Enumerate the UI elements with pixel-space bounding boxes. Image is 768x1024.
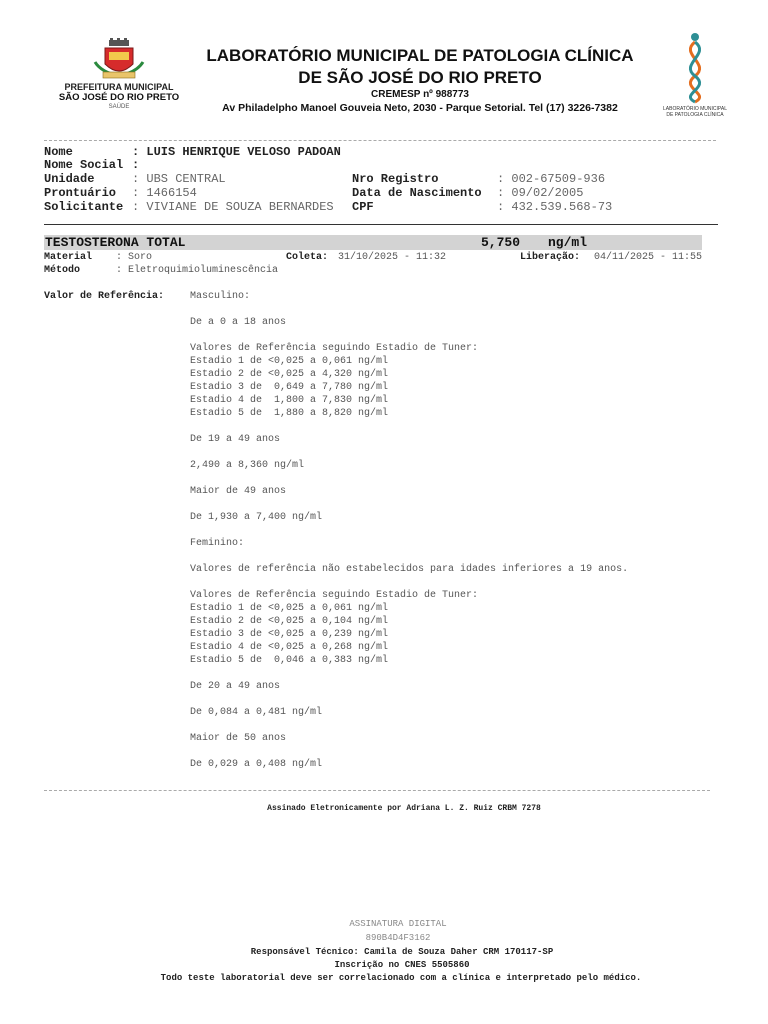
registro-value: : 002-67509-936 [497, 172, 606, 186]
liberacao-value: 04/11/2025 - 11:55 [594, 252, 703, 263]
reference-line: Estadio 3 de <0,025 a 0,239 ng/ml [190, 629, 389, 640]
reference-line: Estadio 1 de <0,025 a 0,061 ng/ml [190, 603, 389, 614]
exam-name: TESTOSTERONA TOTAL [45, 235, 186, 250]
reference-line [190, 420, 730, 433]
reference-line [190, 576, 730, 589]
reference-line: Estadio 5 de 0,046 a 0,383 ng/ml [190, 655, 389, 666]
cpf-label: CPF [352, 200, 374, 214]
prefeitura-line3: SAÚDE [108, 104, 130, 110]
reference-line: De 1,930 a 7,400 ng/ml [190, 512, 323, 523]
reference-line: Estadio 1 de <0,025 a 0,061 ng/ml [190, 356, 389, 367]
liberacao-label: Liberação: [520, 252, 581, 263]
solicitante-value: : VIVIANE DE SOUZA BERNARDES [132, 200, 334, 214]
reference-values [190, 290, 730, 771]
lab-logo [660, 32, 730, 122]
reference-line: Valores de Referência seguindo Estadio de Tuner: [190, 590, 479, 601]
reference-line [190, 303, 730, 316]
reference-line: Estadio 5 de 1,880 a 8,820 ng/ml [190, 408, 389, 419]
coleta-label: Coleta: [286, 252, 329, 263]
exam-unit: ng/ml [548, 235, 588, 250]
reference-line: De 0,084 a 0,481 ng/ml [190, 707, 323, 718]
material-value: : Soro [116, 252, 153, 263]
reference-line [190, 719, 730, 732]
lab-logo-line2: DE PATOLOGIA CLÍNICA [666, 112, 724, 118]
reference-line [190, 329, 730, 342]
cpf-value: : 432.539.568-73 [497, 200, 613, 214]
metodo-label: Método [44, 265, 81, 276]
reference-line: Masculino: [190, 291, 251, 302]
registro-label: Nro Registro [352, 172, 439, 186]
reference-line: Maior de 50 anos [190, 733, 287, 744]
unidade-value: : UBS CENTRAL [132, 172, 226, 186]
digital-signature-hash: 890B4D4F3162 [365, 933, 431, 943]
reference-line [190, 745, 730, 758]
prefeitura-line1: PREFEITURA MUNICIPAL [64, 82, 174, 92]
dna-helix-icon [675, 32, 715, 104]
signed-by: Assinado Eletronicamente por Adriana L. Z. Ruiz CRBM 7278 [267, 804, 541, 813]
reference-line: Estadio 4 de 1,800 a 7,830 ng/ml [190, 395, 389, 406]
reference-line: Estadio 2 de <0,025 a 0,104 ng/ml [190, 616, 389, 627]
reference-line: Maior de 49 anos [190, 486, 287, 497]
nome-social-value: : [132, 158, 140, 172]
lab-title-line2: DE SÃO JOSÉ DO RIO PRETO [298, 68, 542, 87]
reference-line: Valores de Referência seguindo Estadio de Tuner: [190, 343, 479, 354]
reference-line: Estadio 2 de <0,025 a 4,320 ng/ml [190, 369, 389, 380]
reference-label: Valor de Referência: [44, 291, 165, 302]
prontuario-label: Prontuário [44, 186, 117, 200]
reference-line: Feminino: [190, 538, 245, 549]
reference-line [190, 693, 730, 706]
reference-line [190, 524, 730, 537]
lab-title-line1: LABORATÓRIO MUNICIPAL DE PATOLOGIA CLÍNICA [206, 46, 634, 65]
lab-logo-line1: LABORATÓRIO MUNICIPAL [663, 106, 727, 112]
prefeitura-line2: SÃO JOSÉ DO RIO PRETO [58, 92, 180, 103]
reference-line [190, 446, 730, 459]
reference-line: Estadio 4 de <0,025 a 0,268 ng/ml [190, 642, 389, 653]
reference-divider [44, 790, 710, 791]
reference-line [190, 550, 730, 563]
prontuario-value: : 1466154 [132, 186, 197, 200]
nome-label: Nome [44, 145, 73, 159]
unidade-label: Unidade [44, 172, 95, 186]
digital-signature-label: ASSINATURA DIGITAL [349, 919, 447, 929]
solicitante-label: Solicitante [44, 200, 124, 214]
disclaimer: Todo teste laboratorial deve ser correlacionado com a clínica e interpretado pelo médico. [160, 973, 642, 983]
lab-address: Av Philadelpho Manoel Gouveia Neto, 2030 - Parque Setorial. Tel (17) 3226-7382 [222, 102, 618, 114]
exam-result: 5,750 [481, 235, 521, 250]
cnes-registration: Inscrição no CNES 5505860 [334, 960, 470, 970]
nascimento-value: : 09/02/2005 [497, 186, 584, 200]
patient-divider [44, 224, 718, 225]
reference-line: 2,490 a 8,360 ng/ml [190, 460, 305, 471]
reference-line: Estadio 3 de 0,649 a 7,780 ng/ml [190, 382, 389, 393]
responsavel-tecnico: Responsável Técnico: Camila de Souza Daher CRM 170117-SP [250, 947, 554, 957]
lab-cremesp: CREMESP nº 988773 [371, 89, 469, 100]
metodo-value: : Eletroquimioluminescência [116, 265, 279, 276]
reference-line [190, 472, 730, 485]
reference-line [190, 498, 730, 511]
nome-value: : LUIS HENRIQUE VELOSO PADOAN [132, 145, 341, 159]
reference-line: De a 0 a 18 anos [190, 317, 287, 328]
header-divider [44, 140, 716, 141]
reference-line: De 20 a 49 anos [190, 681, 281, 692]
reference-line: Valores de referência não estabelecidos para idades inferiores a 19 anos. [190, 564, 629, 575]
reference-line: De 19 a 49 anos [190, 434, 281, 445]
nome-social-label: Nome Social [44, 158, 124, 172]
material-label: Material [44, 252, 93, 263]
reference-line [190, 667, 730, 680]
reference-line: De 0,029 a 0,408 ng/ml [190, 759, 323, 770]
coleta-value: 31/10/2025 - 11:32 [338, 252, 447, 263]
nascimento-label: Data de Nascimento [352, 186, 482, 200]
